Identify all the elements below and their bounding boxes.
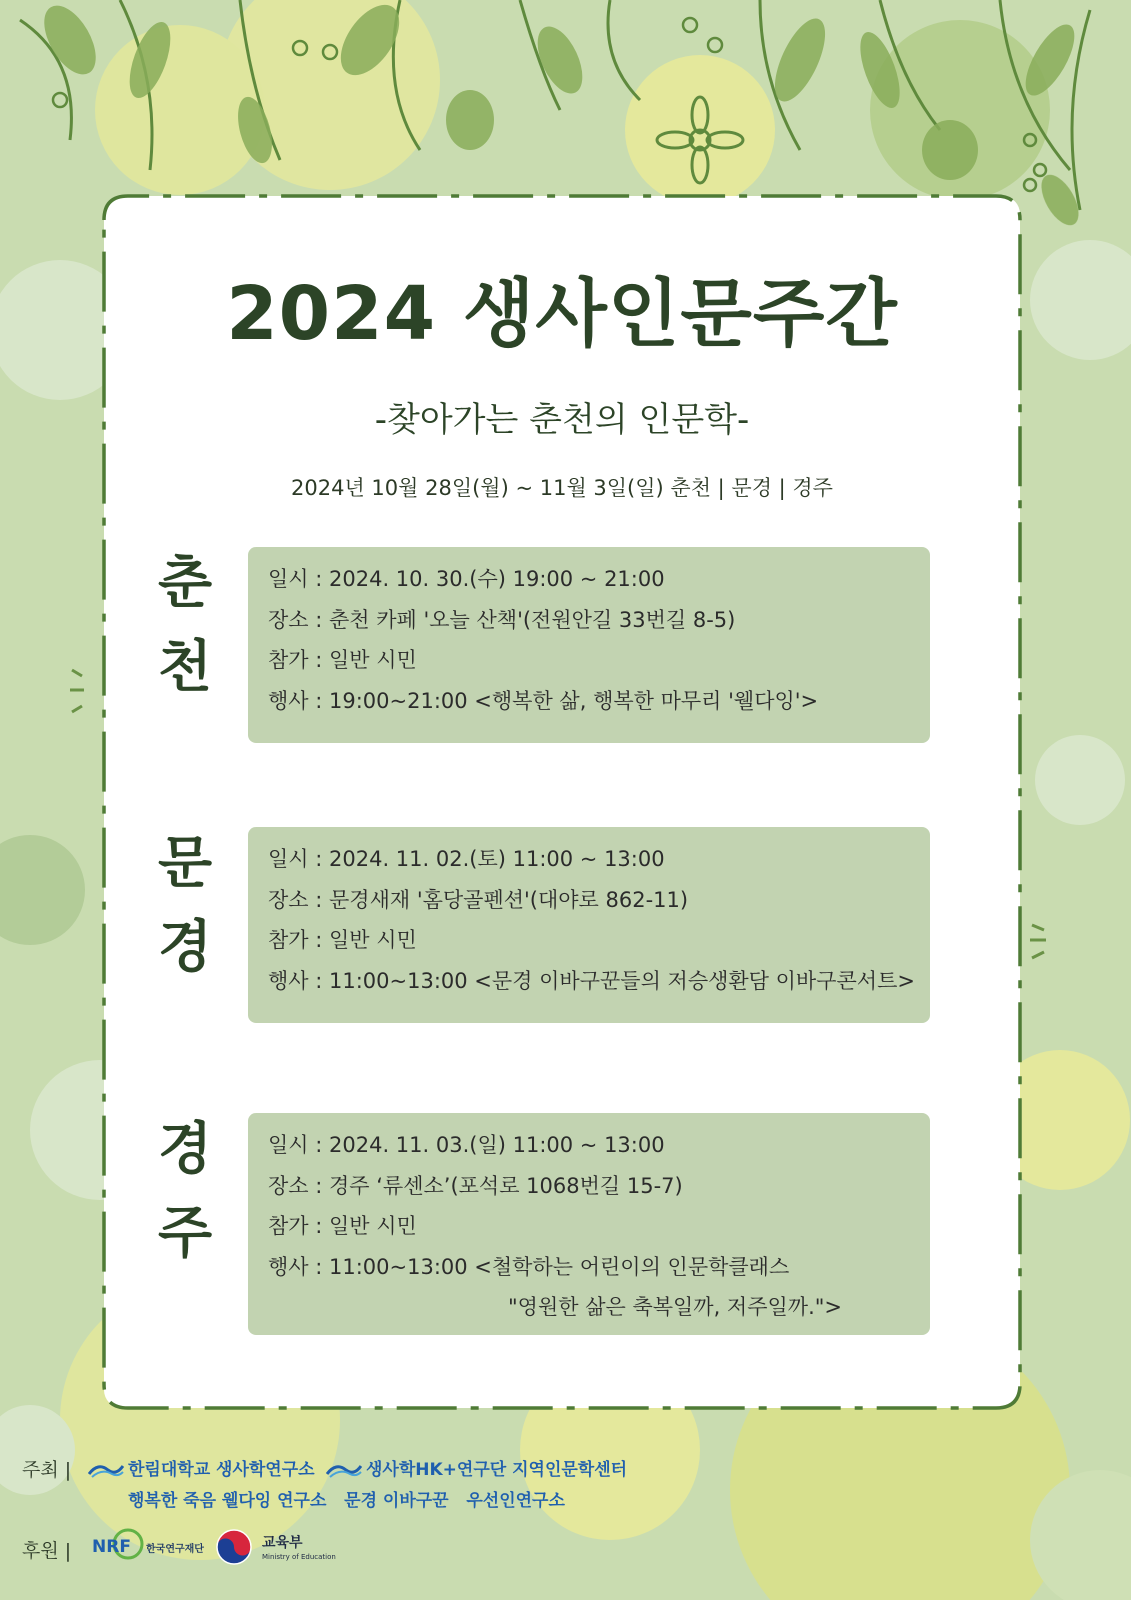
city-label-mungyeong	[140, 822, 230, 990]
city-char: 경	[157, 915, 213, 980]
event-info-mungyeong	[248, 827, 930, 1023]
event-place: 장소 : 문경새재 '홈당골펜션'(대야로 862-11)	[268, 887, 689, 912]
event-participants: 참가 : 일반 시민	[268, 928, 417, 952]
wave-logo-icon	[326, 1462, 362, 1478]
moe-name: 교육부	[262, 1535, 303, 1551]
event-date: 일시 : 2024. 11. 02.(토) 11:00 ~ 13:00	[268, 847, 665, 871]
nrf-logo-text: NRF	[92, 1537, 131, 1557]
city-char: 주	[157, 1201, 213, 1266]
moe-english-name: Ministry of Education	[262, 1553, 336, 1561]
event-info-gyeongju	[248, 1113, 930, 1335]
city-label-chuncheon	[140, 542, 230, 710]
host-org-label: 생사학HK+연구단 지역인문학센터	[366, 1460, 628, 1480]
event-program-continuation: "영원한 삶은 축복일까, 저주일까.">	[508, 1295, 843, 1319]
nrf-name: 한국연구재단	[146, 1544, 204, 1555]
event-place: 장소 : 경주 ‘류센소’(포석로 1068번길 15-7)	[268, 1173, 683, 1198]
event-program: 행사 : 19:00~21:00 <행복한 삶, 행복한 마무리 '웰다잉'>	[268, 688, 819, 713]
sponsor-label: 후원 |	[22, 1540, 72, 1562]
page-subtitle: -찾아가는 춘천의 인문학-	[374, 400, 750, 440]
host-org-hallym	[88, 1455, 315, 1480]
wave-logo-icon	[88, 1462, 124, 1478]
event-place: 장소 : 춘천 카페 '오늘 산책'(전원안길 33번길 8-5)	[268, 607, 736, 632]
city-char: 경	[157, 1117, 213, 1182]
event-date: 일시 : 2024. 10. 30.(수) 19:00 ~ 21:00	[268, 567, 665, 591]
date-range: 2024년 10월 28일(월) ~ 11월 3일(일) 춘천 | 문경 | 경주	[291, 476, 833, 500]
host-label: 주최 |	[22, 1459, 72, 1481]
nrf-logo	[90, 1528, 146, 1566]
event-date: 일시 : 2024. 11. 03.(일) 11:00 ~ 13:00	[268, 1133, 665, 1157]
page-title: 2024 생사인문주간	[226, 271, 898, 357]
event-program: 행사 : 11:00~13:00 <철학하는 어린이의 인문학클래스	[268, 1254, 790, 1279]
city-label-gyeongju	[140, 1108, 230, 1276]
host-orgs-line2: 행복한 죽음 웰다잉 연구소 문경 이바구꾼 우선인연구소	[128, 1491, 565, 1511]
host-org-hk	[326, 1455, 627, 1480]
event-info-chuncheon	[248, 547, 930, 743]
event-program: 행사 : 11:00~13:00 <문경 이바구꾼들의 저승생환담 이바구콘서트>	[268, 968, 915, 993]
moe-taegeuk-icon	[214, 1527, 254, 1571]
city-char: 천	[157, 635, 213, 700]
host-org-label: 한림대학교 생사학연구소	[128, 1460, 315, 1480]
event-participants: 참가 : 일반 시민	[268, 648, 417, 672]
city-char: 춘	[157, 551, 213, 616]
city-char: 문	[157, 831, 213, 896]
event-participants: 참가 : 일반 시민	[268, 1214, 417, 1238]
